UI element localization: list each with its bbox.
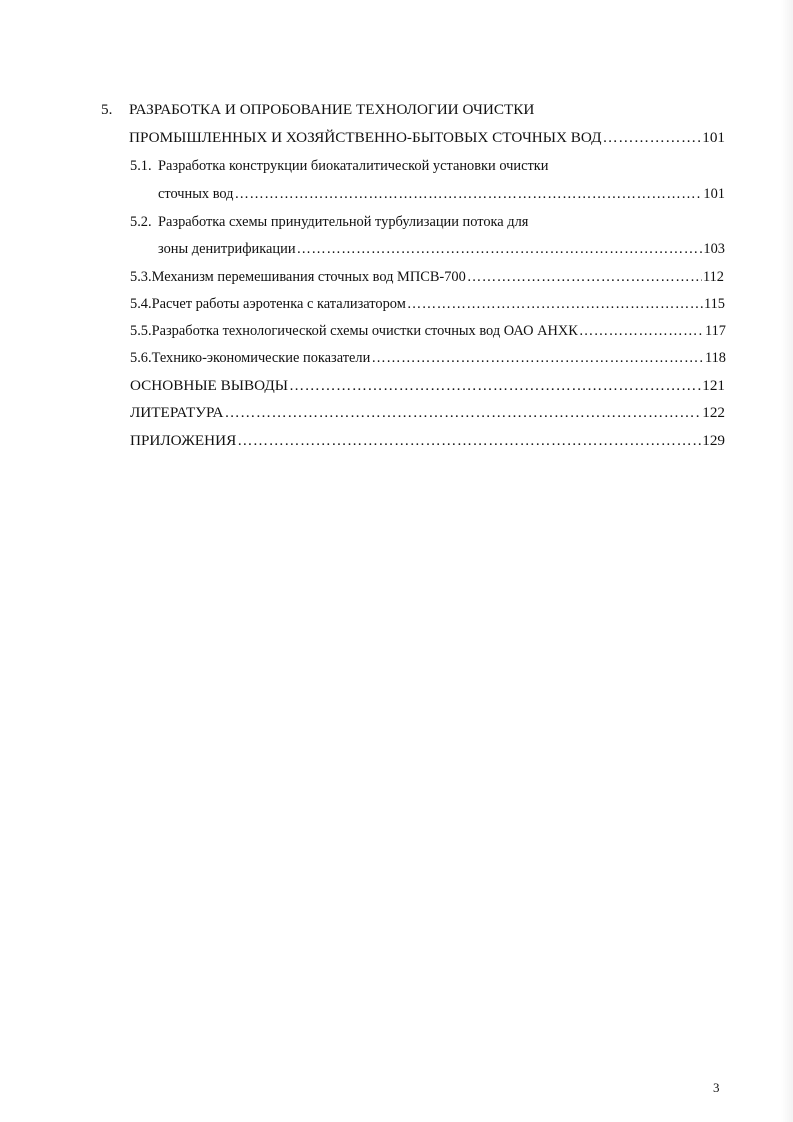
toc-leader-dots [289, 375, 701, 397]
toc-leader-dots [235, 183, 703, 205]
toc-page-number: 115 [703, 296, 725, 312]
toc-page-number: 121 [702, 377, 725, 394]
toc-literature [130, 402, 725, 424]
toc-section-title-line1: Разработка конструкции биокаталитической установки очистки [158, 158, 549, 174]
toc-section-number: 5.4. [130, 296, 152, 312]
toc-page-number: 101 [702, 129, 725, 146]
toc-section-title: Разработка технологической схемы очистки сточных вод ОАО АНХК [151, 323, 578, 339]
toc-section-5-6 [130, 347, 726, 369]
toc-page-number: 129 [702, 432, 725, 449]
toc-leader-dots [603, 127, 702, 149]
toc-conclusions [130, 375, 725, 397]
toc-leader-dots [579, 320, 704, 342]
toc-leader-dots [224, 402, 701, 424]
toc-section-5-1-line2 [158, 183, 725, 205]
toc-page-number: 101 [703, 186, 725, 202]
toc-section-5-2-line1 [130, 211, 528, 233]
toc-chapter-title-line1: РАЗРАБОТКА И ОПРОБОВАНИЕ ТЕХНОЛОГИИ ОЧИСТКИ [129, 101, 535, 118]
toc-section-title: Технико-экономические показатели [151, 350, 371, 366]
page-number: 3 [713, 1080, 720, 1095]
toc-page-number: 103 [703, 241, 725, 257]
toc-section-title: Расчет работы аэротенка с катализатором [151, 296, 406, 312]
toc-appendices [130, 430, 725, 452]
toc-page-number: 112 [702, 269, 724, 285]
toc-section-5-1-line1 [130, 155, 548, 177]
toc-section-title-line1: Разработка схемы принудительной турбулизации потока для [158, 214, 529, 230]
toc-page-number: 118 [704, 350, 726, 366]
toc-leader-dots [237, 430, 701, 452]
toc-page-number: 117 [704, 323, 726, 339]
toc-appendices-title: ПРИЛОЖЕНИЯ [130, 432, 237, 449]
toc-chapter-number: 5. [101, 101, 113, 118]
toc-section-title-line2: зоны денитрификации [158, 241, 296, 257]
toc-section-title-line2: сточных вод [158, 186, 234, 202]
toc-section-title: Механизм перемешивания сточных вод МПСВ-700 [151, 269, 466, 285]
toc-section-number: 5.1. [130, 158, 152, 174]
toc-section-5-3 [130, 266, 724, 288]
toc-section-number: 5.3. [130, 269, 152, 285]
toc-leader-dots [297, 238, 703, 260]
page-edge-shadow [781, 0, 793, 1122]
toc-section-5-2-line2 [158, 238, 725, 260]
toc-leader-dots [371, 347, 704, 369]
toc-chapter-title-line2: ПРОМЫШЛЕННЫХ И ХОЗЯЙСТВЕННО-БЫТОВЫХ СТОЧНЫХ ВОД [129, 129, 602, 146]
toc-chapter-5-line2 [129, 127, 725, 149]
toc-section-number: 5.5. [130, 323, 152, 339]
toc-literature-title: ЛИТЕРАТУРА [130, 404, 224, 421]
toc-leader-dots [407, 293, 703, 315]
toc-page-number: 122 [702, 404, 725, 421]
toc-leader-dots [467, 266, 702, 288]
toc-conclusions-title: ОСНОВНЫЕ ВЫВОДЫ [130, 377, 288, 394]
toc-section-number: 5.2. [130, 214, 152, 230]
toc-section-number: 5.6. [130, 350, 152, 366]
toc-chapter-5-line1 [101, 99, 534, 121]
toc-section-5-4 [130, 293, 725, 315]
toc-section-5-5 [130, 320, 726, 342]
